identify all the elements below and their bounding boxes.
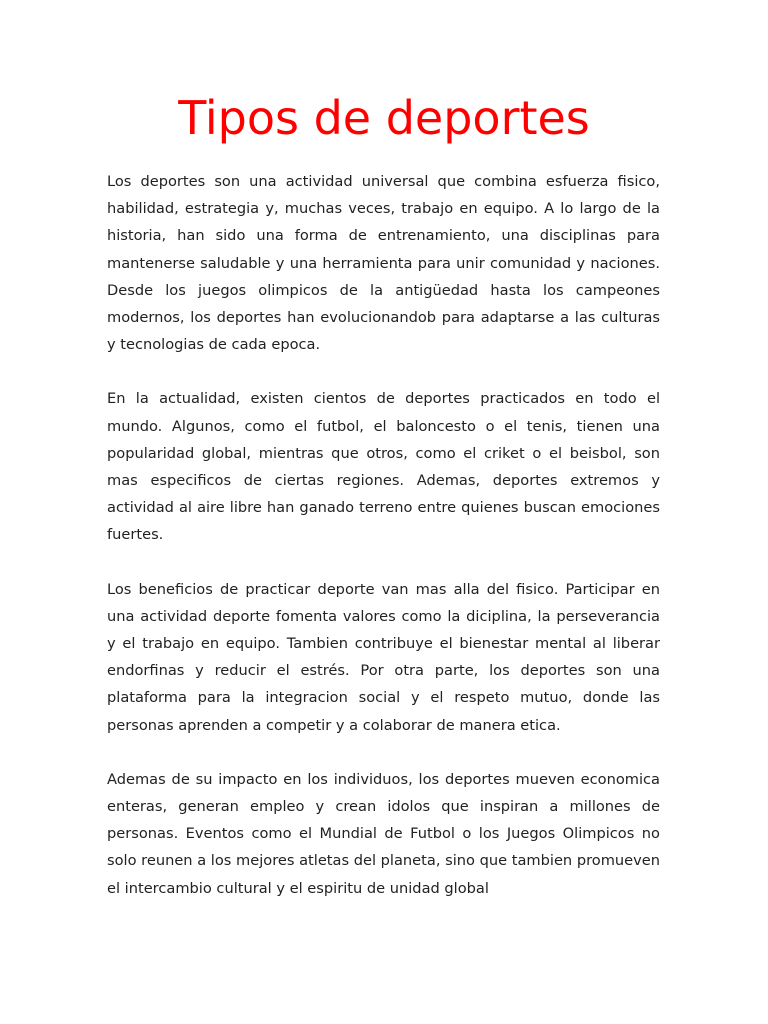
document-title: Tipos de deportes bbox=[178, 91, 590, 145]
paragraph-2: En la actualidad, existen cientos de deportes practicados en todo el mundo. Algunos, como el futbol, el baloncesto o el tenis, tienen una popularidad global, mientras que otros, como el criket o el beisbol, son mas especificos de ciertas regiones. Ademas, deportes extremos y actividad al aire libre han ganado terreno entre quienes buscan emociones fuertes. bbox=[107, 390, 660, 544]
document-body bbox=[107, 168, 660, 902]
paragraph-3: Los beneficios de practicar deporte van mas alla del fisico. Participar en una actividad deporte fomenta valores como la diciplina, la perseverancia y el trabajo en equipo. Tambien contribuye el bienestar mental al liberar endorfinas y reducir el estrés. Por otra parte, los deportes son una plataforma para la integracion social y el respeto mutuo, donde las personas aprenden a competir y a colaborar de manera etica. bbox=[107, 580, 660, 734]
paragraph-1: Los deportes son una actividad universal que combina esfuerza fisico, habilidad, estrategia y, muchas veces, trabajo en equipo. A lo largo de la historia, han sido una forma de entrenamiento, una disciplinas para mantenerse saludable y una herramienta para unir comunidad y naciones. Desde los juegos olimpicos de la antigüedad hasta los campeones modernos, los deportes han evolucionandob para adaptarse a las culturas y tecnologias de cada epoca. bbox=[107, 173, 660, 354]
paragraph-4: Ademas de su impacto en los individuos, los deportes mueven economica enteras, generan empleo y crean idolos que inspiran a millones de personas. Eventos como el Mundial de Futbol o los Juegos Olimpicos no solo reunen a los mejores atletas del planeta, sino que tambien promueven el intercambio cultural y el espiritu de unidad global bbox=[107, 770, 660, 897]
